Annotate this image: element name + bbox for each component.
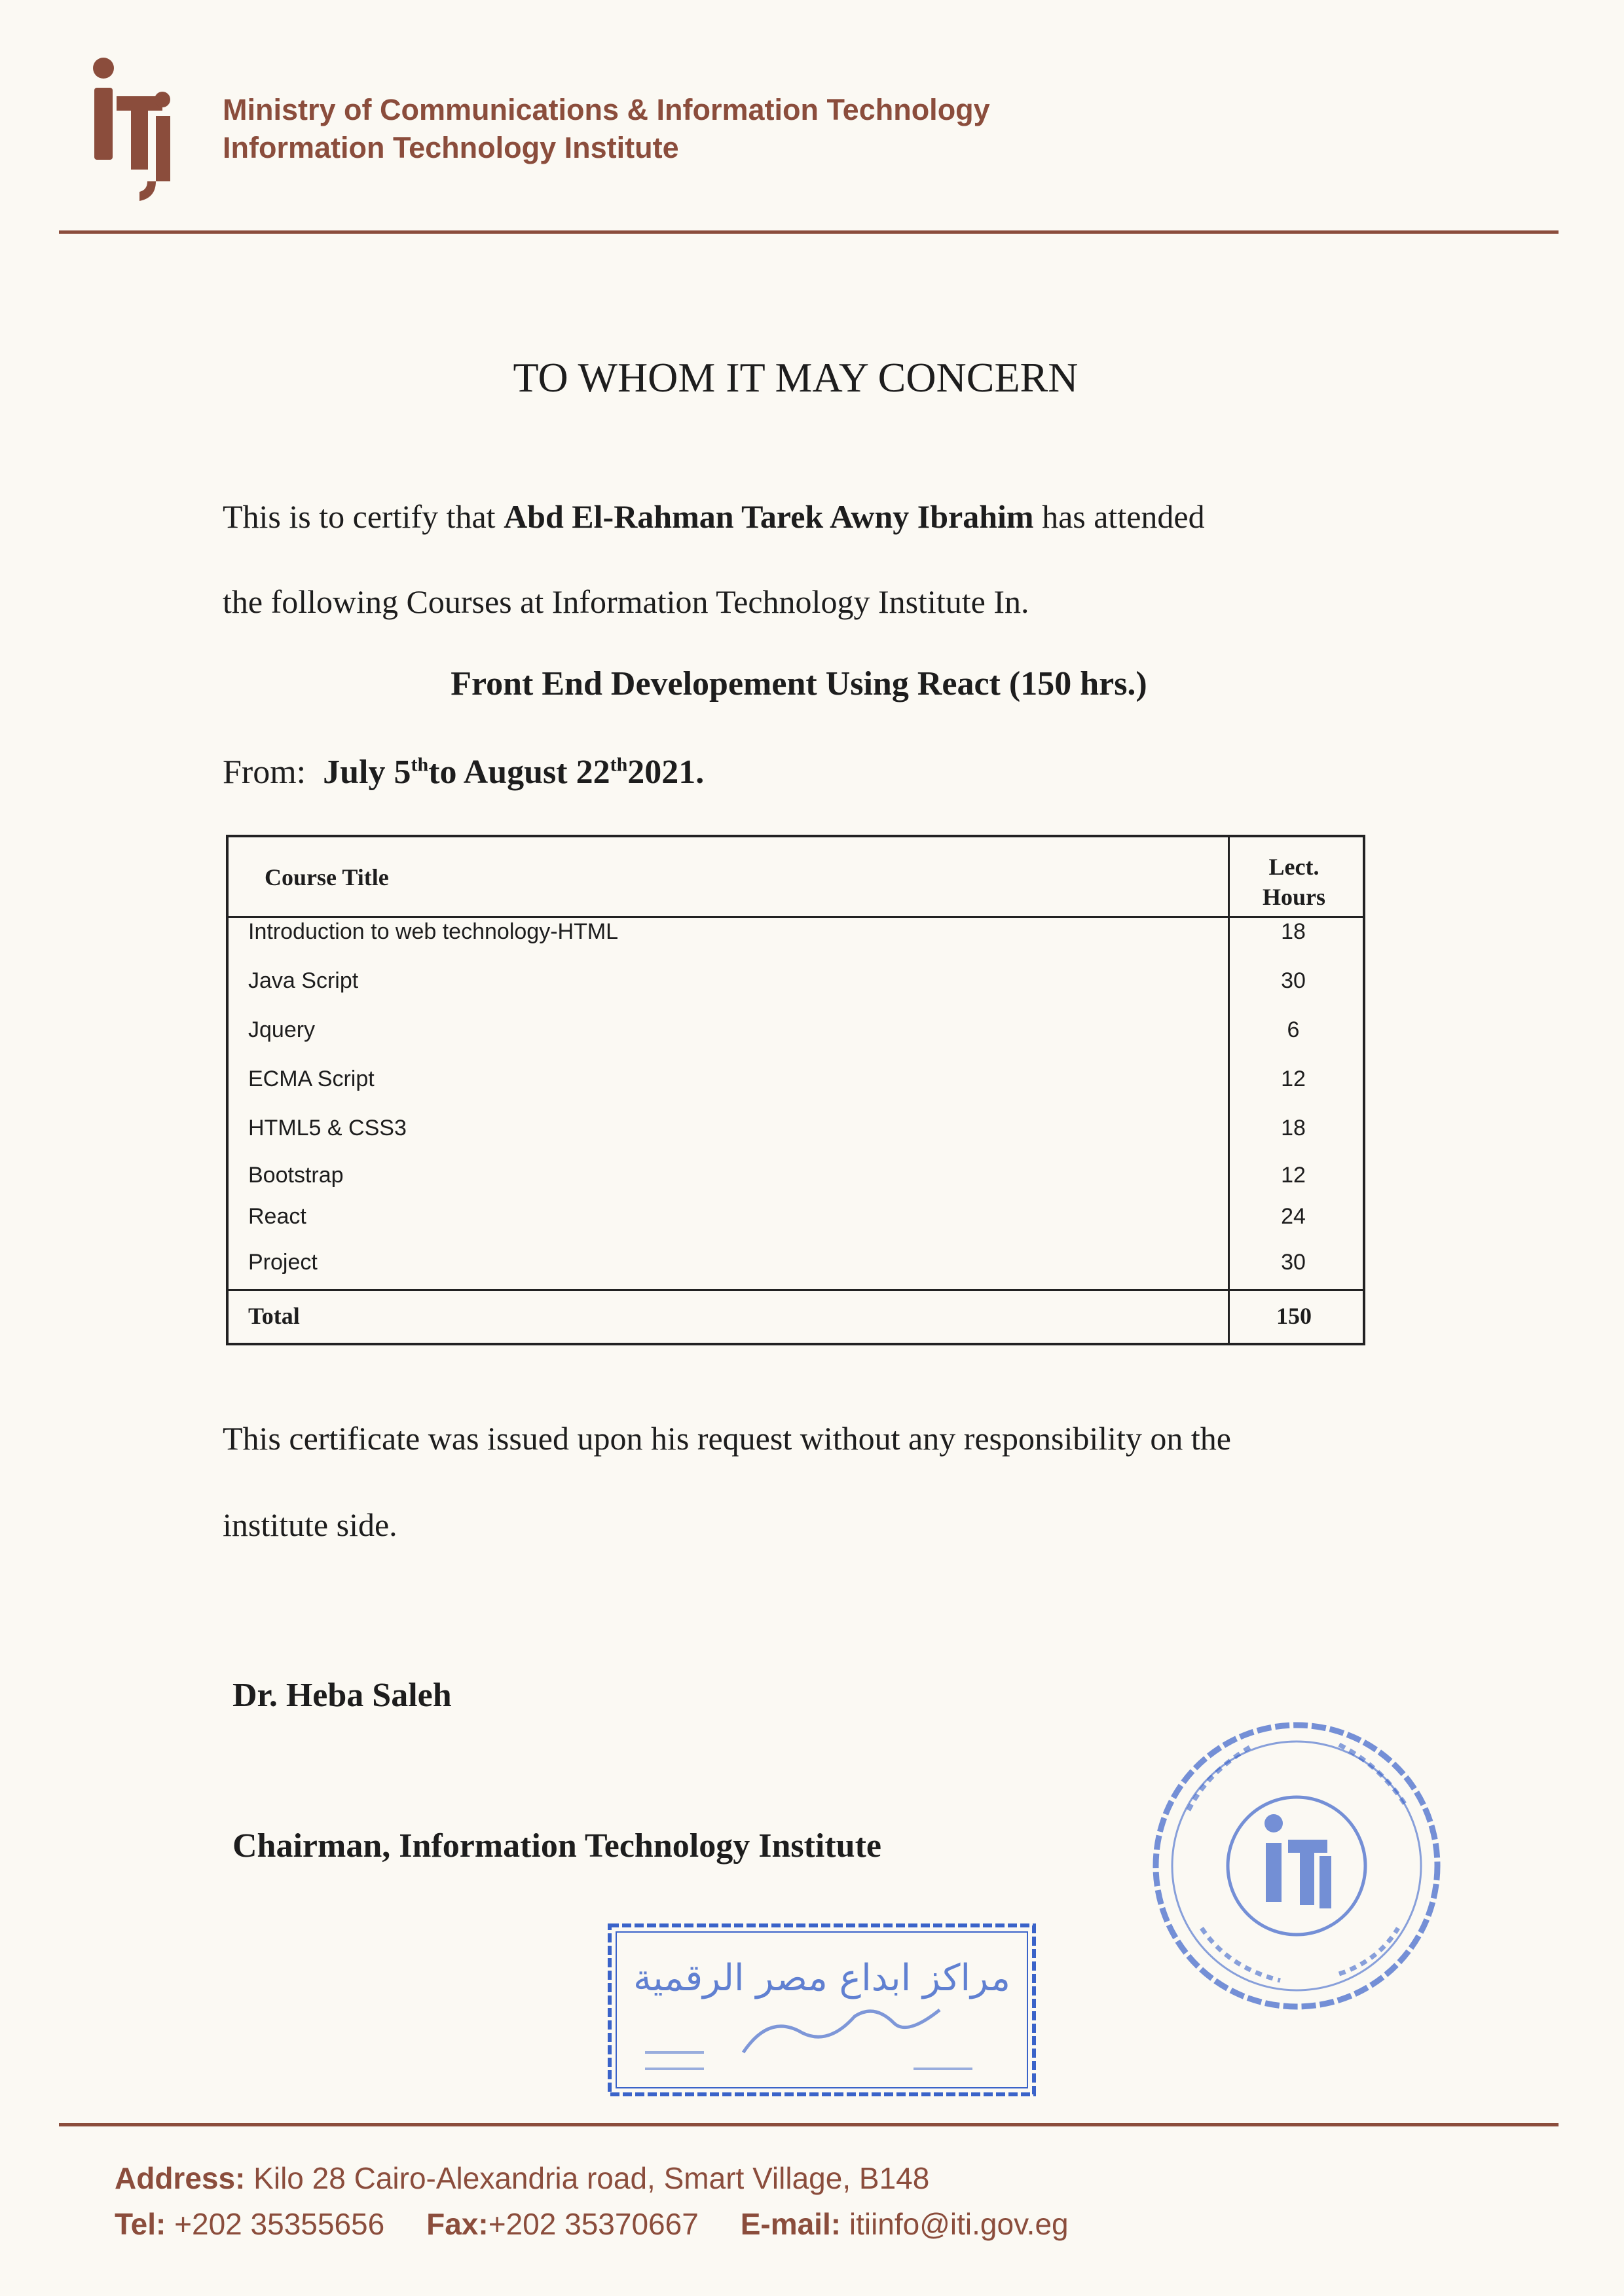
round-seal-stamp	[1143, 1712, 1450, 2020]
signatory-name: Dr. Heba Saleh	[232, 1677, 452, 1714]
iti-logo	[85, 54, 190, 204]
student-name: Abd El-Rahman Tarek Awny Ibrahim	[504, 498, 1034, 535]
course-row-title: Project	[248, 1250, 318, 1275]
course-row-hours: 18	[1281, 919, 1306, 944]
certify-line: This is to certify that Abd El-Rahman Tarek Awny Ibrahim has attended	[223, 498, 1205, 535]
courses-line: the following Courses at Information Technology Institute In.	[223, 583, 1029, 620]
footer-divider	[59, 2123, 1559, 2126]
course-row-hours: 12	[1281, 1163, 1306, 1188]
signatory-title: Chairman, Information Technology Institute	[232, 1827, 881, 1865]
stamp-text: مراكز ابداع مصر الرقمية	[633, 1957, 1010, 1999]
course-row-hours: 18	[1281, 1116, 1306, 1140]
column-header-title: Course Title	[265, 864, 389, 890]
table-row	[248, 1116, 1361, 1155]
footer-contact: Tel: +202 35355656 Fax:+202 35370667 E-mail: itiinfo@iti.gov.eg	[115, 2207, 1069, 2241]
total-label: Total	[248, 1303, 300, 1329]
course-row-hours: 30	[1281, 968, 1306, 993]
footer-tel: +202 35355656	[174, 2207, 385, 2241]
course-row-title: React	[248, 1204, 306, 1229]
column-header-hours: Lect. Hours	[1262, 854, 1325, 910]
table-row	[248, 919, 1361, 958]
course-row-hours: 12	[1281, 1066, 1306, 1091]
closing-line-1: This certificate was issued upon his request without any responsibility on the	[223, 1420, 1231, 1457]
footer-address: Address: Kilo 28 Cairo-Alexandria road, Smart Village, B148	[115, 2161, 930, 2195]
table-row	[248, 1250, 1361, 1289]
total-value: 150	[1276, 1303, 1312, 1329]
course-row-title: Java Script	[248, 968, 359, 993]
footer-email[interactable]: itiinfo@iti.gov.eg	[849, 2207, 1069, 2241]
footer-fax: +202 35370667	[488, 2207, 699, 2241]
org-line-1: Ministry of Communications & Information Technology	[223, 93, 990, 126]
course-row-title: Bootstrap	[248, 1163, 344, 1188]
table-row	[248, 1066, 1361, 1106]
table-row	[248, 1204, 1361, 1243]
table-row	[248, 1017, 1361, 1057]
course-row-hours: 30	[1281, 1250, 1306, 1275]
course-row-title: HTML5 & CSS3	[248, 1116, 407, 1140]
table-row	[248, 968, 1361, 1008]
closing-line-2: institute side.	[223, 1506, 397, 1543]
course-table	[226, 835, 1365, 1345]
course-name: Front End Developement Using React (150 hrs.)	[451, 665, 1147, 702]
table-row	[248, 1163, 1361, 1202]
course-row-title: Introduction to web technology-HTML	[248, 919, 619, 944]
course-row-title: Jquery	[248, 1017, 316, 1042]
course-row-title: ECMA Script	[248, 1066, 375, 1091]
date-range: From: July 5thto August 22th2021.	[223, 754, 705, 791]
course-row-hours: 24	[1281, 1204, 1306, 1229]
org-line-2: Information Technology Institute	[223, 131, 679, 164]
course-row-hours: 6	[1287, 1017, 1300, 1042]
header-divider	[59, 230, 1559, 234]
rectangular-stamp	[606, 1922, 1038, 2098]
letter-title: TO WHOM IT MAY CONCERN	[513, 354, 1079, 401]
